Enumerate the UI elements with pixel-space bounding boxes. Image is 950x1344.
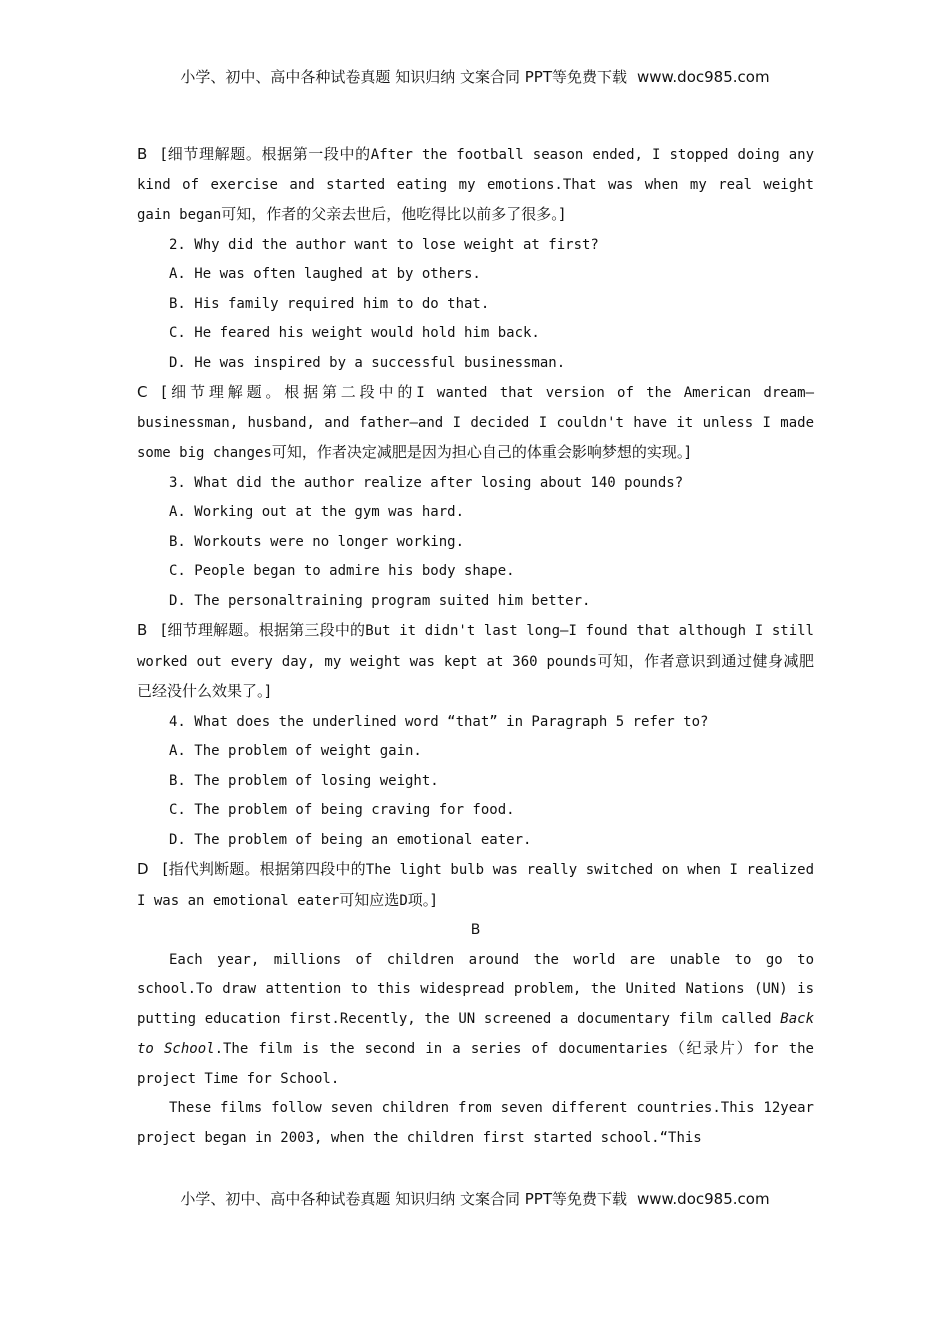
question-2-option-d: D. He was inspired by a successful businessman.: [169, 354, 566, 371]
answer-open: [指代判断题。根据第四段中的: [162, 860, 366, 878]
answer-close-2: 项。]: [407, 890, 437, 909]
passage-text: .The film is the second in a series of documentaries: [214, 1041, 669, 1057]
answer-close: 可知应选: [339, 890, 400, 909]
film-title: Back to School: [137, 1010, 814, 1057]
question-2-option-c: C. He feared his weight would hold him back.: [169, 325, 540, 341]
answer-key: B: [137, 621, 148, 639]
question-2-option-a: A. He was often laughed at by others.: [169, 266, 481, 282]
answer-open: [细节理解题。根据第二段中的: [161, 383, 417, 401]
passage-title: B: [470, 922, 481, 938]
question-3-option-a: A. Working out at the gym was hard.: [169, 504, 465, 520]
answer-close: 可知，作者的父亲去世后，他吃得比以前多了很多。]: [221, 205, 565, 223]
answer-key: D: [137, 860, 149, 878]
question-2-option-b: B. His family required him to do that.: [169, 295, 490, 312]
question-4-option-d: D. The problem of being an emotional eater.: [169, 831, 532, 848]
page-footer: [0, 1188, 950, 1209]
document-body: [137, 140, 814, 1153]
answer-4: [137, 855, 814, 916]
answer-close: 可知，作者决定减肥是因为担心自己的体重会影响梦想的实现。]: [271, 443, 691, 461]
answer-quote: After the football season ended, I stopped doing any kind of exercise and started eating my emotions.That was when my real weight gain began: [137, 147, 815, 223]
answer-open: [细节理解题。根据第三段中的: [161, 621, 366, 639]
answer-2: [137, 378, 814, 469]
answer-open: [细节理解题。根据第一段中的: [161, 145, 371, 163]
question-3-option-b: B. Workouts were no longer working.: [169, 533, 465, 550]
footer-site-link[interactable]: www.doc985.com: [636, 1190, 770, 1208]
question-4-stem: 4. What does the underlined word “that” in Paragraph 5 refer to?: [169, 713, 709, 730]
answer-quote: The light bulb was really switched on when I realized I was an emotional eater: [137, 862, 814, 909]
question-3-option-c: C. People began to admire his body shape.: [169, 563, 515, 579]
question-4-option-c: C. The problem of being craving for food.: [169, 802, 515, 818]
passage-text: Each year, millions of children around the world are unable to go to school.To draw attention to this widespread problem, the United Nations (UN) is putting education first.Recently, the UN screened a documentary film called: [137, 951, 814, 1027]
answer-quote: I wanted that version of the American dream—businessman, husband, and father—and I decided I couldn't have it unless I made some big changes: [137, 385, 814, 461]
answer-quote: But it didn't last long—I found that although I still worked out every day, my weight was kept at 360 pounds: [137, 623, 814, 670]
answer-choice: D: [399, 892, 408, 909]
question-3-option-d: D. The personaltraining program suited him better.: [169, 592, 591, 609]
answer-close: 可知，作者意识到通过健身减肥已经没什么效果了。]: [137, 651, 814, 700]
passage-paragraph-1: [137, 946, 814, 1095]
question-4-option-a: A. The problem of weight gain.: [169, 743, 422, 759]
header-site-link[interactable]: www.doc985.com: [636, 68, 770, 86]
header-text: 小学、初中、高中各种试卷真题 知识归纳 文案合同 PPT等免费下载: [180, 68, 627, 86]
passage-text: for the project Time for School.: [137, 1041, 814, 1087]
passage-gloss: （纪录片）: [668, 1039, 754, 1057]
question-3-stem: 3. What did the author realize after losing about 140 pounds?: [169, 474, 684, 491]
footer-text: 小学、初中、高中各种试卷真题 知识归纳 文案合同 PPT等免费下载: [180, 1190, 627, 1208]
answer-3: [137, 616, 814, 708]
answer-key: B: [137, 145, 148, 163]
answer-key: C: [137, 383, 148, 401]
page-header: [0, 66, 950, 87]
passage-paragraph-2: These films follow seven children from seven different countries.This 12year project began in 2003, when the children first started school.“This: [137, 1100, 814, 1146]
question-4-option-b: B. The problem of losing weight.: [169, 772, 439, 789]
question-2-stem: 2. Why did the author want to lose weight at first?: [169, 236, 599, 253]
answer-1: [137, 140, 814, 231]
